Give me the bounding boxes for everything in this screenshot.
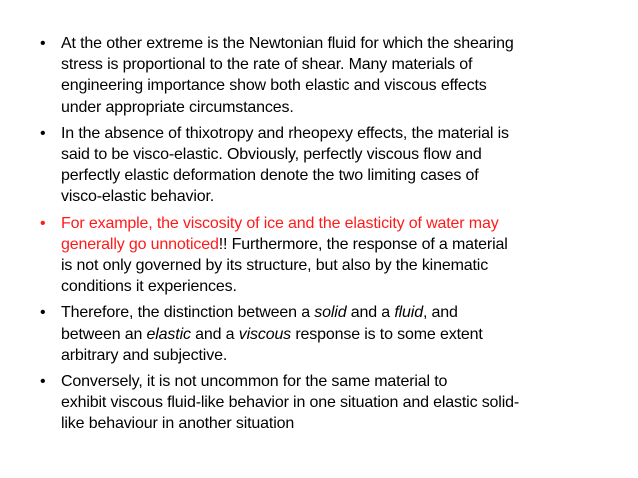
- bullet-text: and a: [190, 325, 239, 343]
- italic-term-elastic: elastic: [146, 325, 191, 343]
- bullet-text-line: [61, 234, 600, 255]
- bullet-ice-water-example: [40, 213, 600, 298]
- bullet-marker: •: [40, 214, 46, 232]
- bullet-marker: •: [40, 35, 46, 52]
- bullet-text-line: perfectly elastic deformation denote the two limiting cases of: [61, 167, 479, 185]
- bullet-text-line: visco-elastic behavior.: [61, 188, 215, 206]
- highlighted-text-line: For example, the viscosity of ice and the elasticity of water may: [61, 214, 499, 232]
- bullet-text: Therefore, the distinction between a: [61, 304, 315, 322]
- bullet-text-line: like behaviour in another situation: [61, 415, 295, 433]
- bullet-newtonian-fluid: [40, 33, 600, 118]
- bullet-text-line: engineering importance show both elastic and viscous effects: [61, 77, 487, 95]
- bullet-text-line: is not only governed by its structure, but also by the kinematic: [61, 257, 489, 275]
- bullet-visco-elastic: [40, 123, 600, 208]
- bullet-marker: •: [40, 124, 46, 142]
- bullet-text-line: arbitrary and subjective.: [61, 346, 228, 364]
- bullet-text: , and: [422, 304, 458, 322]
- italic-term-fluid: fluid: [394, 304, 423, 322]
- bullet-marker: •: [40, 373, 46, 391]
- italic-term-solid: solid: [314, 304, 347, 322]
- bullet-list: [40, 33, 600, 440]
- bullet-text-line: stress is proportional to the rate of shear. Many materials of: [61, 56, 473, 74]
- bullet-text-line: In the absence of thixotropy and rheopexy effects, the material is: [61, 124, 509, 142]
- italic-term-viscous: viscous: [238, 325, 292, 343]
- bullet-marker: •: [40, 304, 46, 322]
- bullet-text-line: At the other extreme is the Newtonian fluid for which the shearing: [61, 35, 514, 52]
- highlighted-text: generally go unnoticed: [61, 235, 219, 253]
- bullet-text-line: under appropriate circumstances.: [61, 98, 294, 116]
- bullet-text-line: conditions it experiences.: [61, 278, 237, 296]
- bullet-solid-fluid-distinction: [40, 302, 600, 366]
- bullet-text: response is to some extent: [291, 325, 483, 343]
- bullet-text-line: Conversely, it is not uncommon for the same material to: [61, 373, 448, 391]
- bullet-conversely: [40, 371, 600, 435]
- bullet-text-line: [61, 302, 600, 323]
- bullet-text: between an: [61, 325, 147, 343]
- bullet-text-line: said to be visco-elastic. Obviously, perfectly viscous flow and: [61, 146, 482, 164]
- bullet-text-line: [61, 324, 600, 345]
- bullet-text-line: exhibit viscous fluid-like behavior in one situation and elastic solid-: [61, 394, 520, 412]
- bullet-text: !! Furthermore, the response of a material: [218, 235, 508, 253]
- bullet-text: and a: [346, 304, 395, 322]
